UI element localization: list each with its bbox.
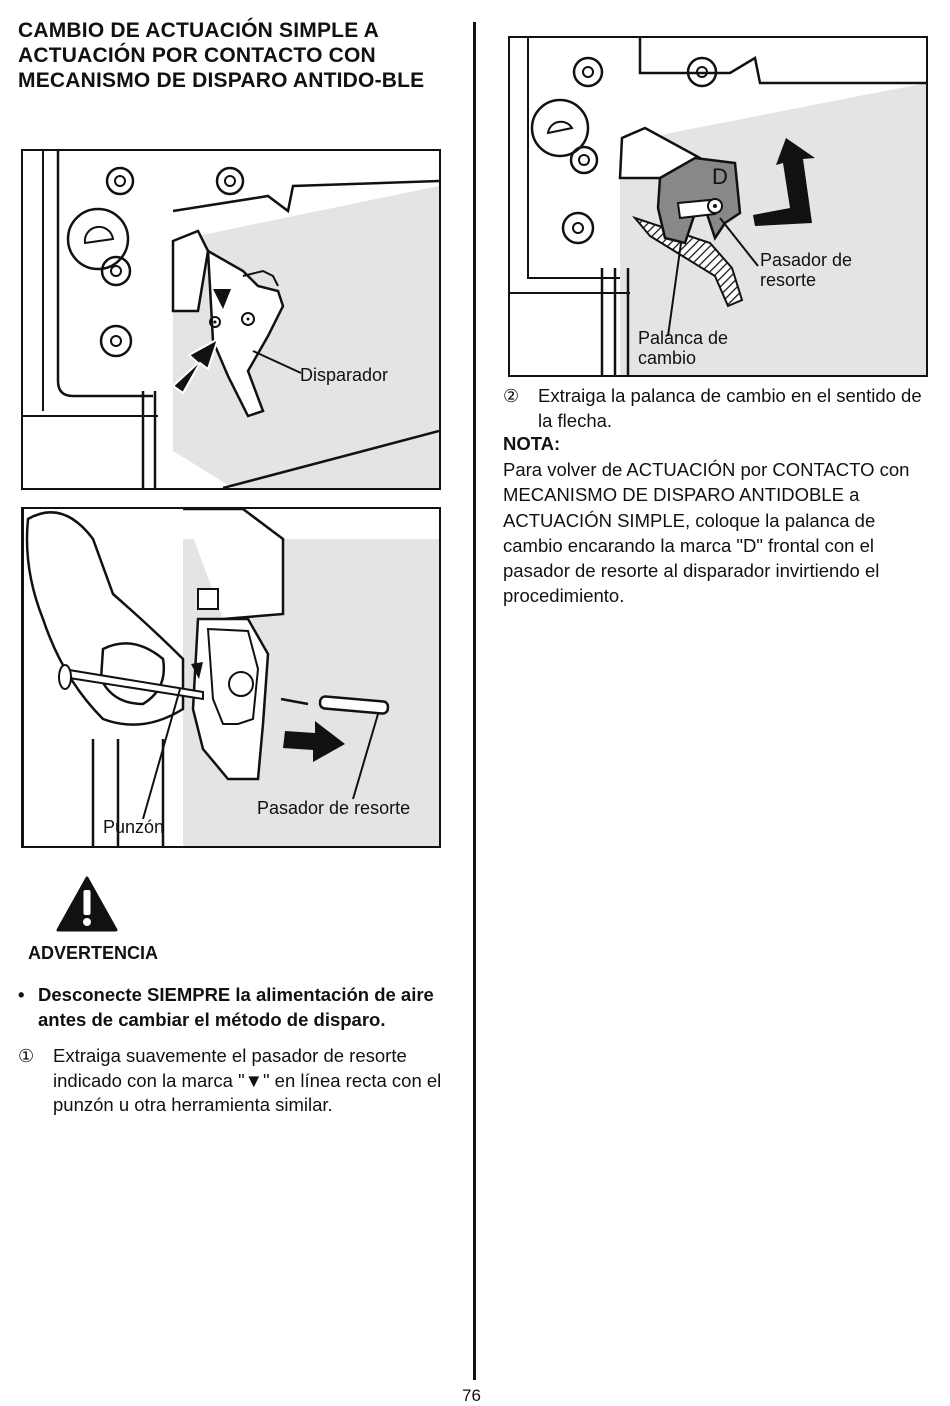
label-spring-pin-text: Pasador de resorte [760, 250, 853, 290]
spring-pin-removal-illustration [23, 509, 439, 846]
lever-mark-letter: D [712, 164, 728, 189]
note-body: Para volver de ACTUACIÓN por CONTACTO con MECANISMO DE DISPARO ANTIDOBLE a ACTUACIÓN SIMPLE, coloque la palanca de cambio encarando la marca "D" frontal con el pasador de resorte al disparador invirtiendo el procedimiento. [503, 459, 910, 607]
label-spring-pin-lever [760, 250, 900, 290]
page-title: CAMBIO DE ACTUACIÓN SIMPLE A ACTUACIÓN POR CONTACTO CON MECANISMO DE DISPARO ANTIDO-BLE [18, 19, 425, 92]
step-1-text: Extraiga suavemente el pasador de resorte indicado con la marca "▼" en línea recta con el punzón u otra herramienta similar. [53, 1045, 442, 1115]
figure-spring-pin-removal [21, 507, 441, 848]
bullet-text: Desconecte SIEMPRE la alimentación de aire antes de cambiar el método de disparo. [38, 984, 434, 1030]
warning-title: ADVERTENCIA [28, 943, 159, 963]
bullet-symbol: • [18, 984, 25, 1005]
change-lever-illustration [510, 38, 926, 375]
note-title: NOTA: [503, 433, 561, 454]
figure-trigger [21, 149, 441, 490]
label-trigger: Disparador [300, 365, 389, 385]
warning-bullet [18, 982, 458, 1032]
step-1-number: ① [18, 1046, 35, 1066]
label-spring-pin: Pasador de resorte [257, 798, 411, 818]
page-number: 76 [462, 1386, 481, 1405]
column-divider [473, 22, 476, 1380]
label-punch: Punzón [103, 817, 165, 837]
step-2 [503, 384, 933, 433]
step-2-number: ② [503, 386, 520, 406]
warning-triangle-icon [56, 876, 118, 932]
step-1 [18, 1044, 458, 1118]
label-change-lever-text: Palanca de cambio [638, 328, 729, 368]
label-change-lever [638, 328, 758, 368]
figure-change-lever [508, 36, 928, 377]
step-2-text: Extraiga la palanca de cambio en el sentido de la flecha. [538, 385, 922, 431]
trigger-illustration [23, 151, 439, 488]
